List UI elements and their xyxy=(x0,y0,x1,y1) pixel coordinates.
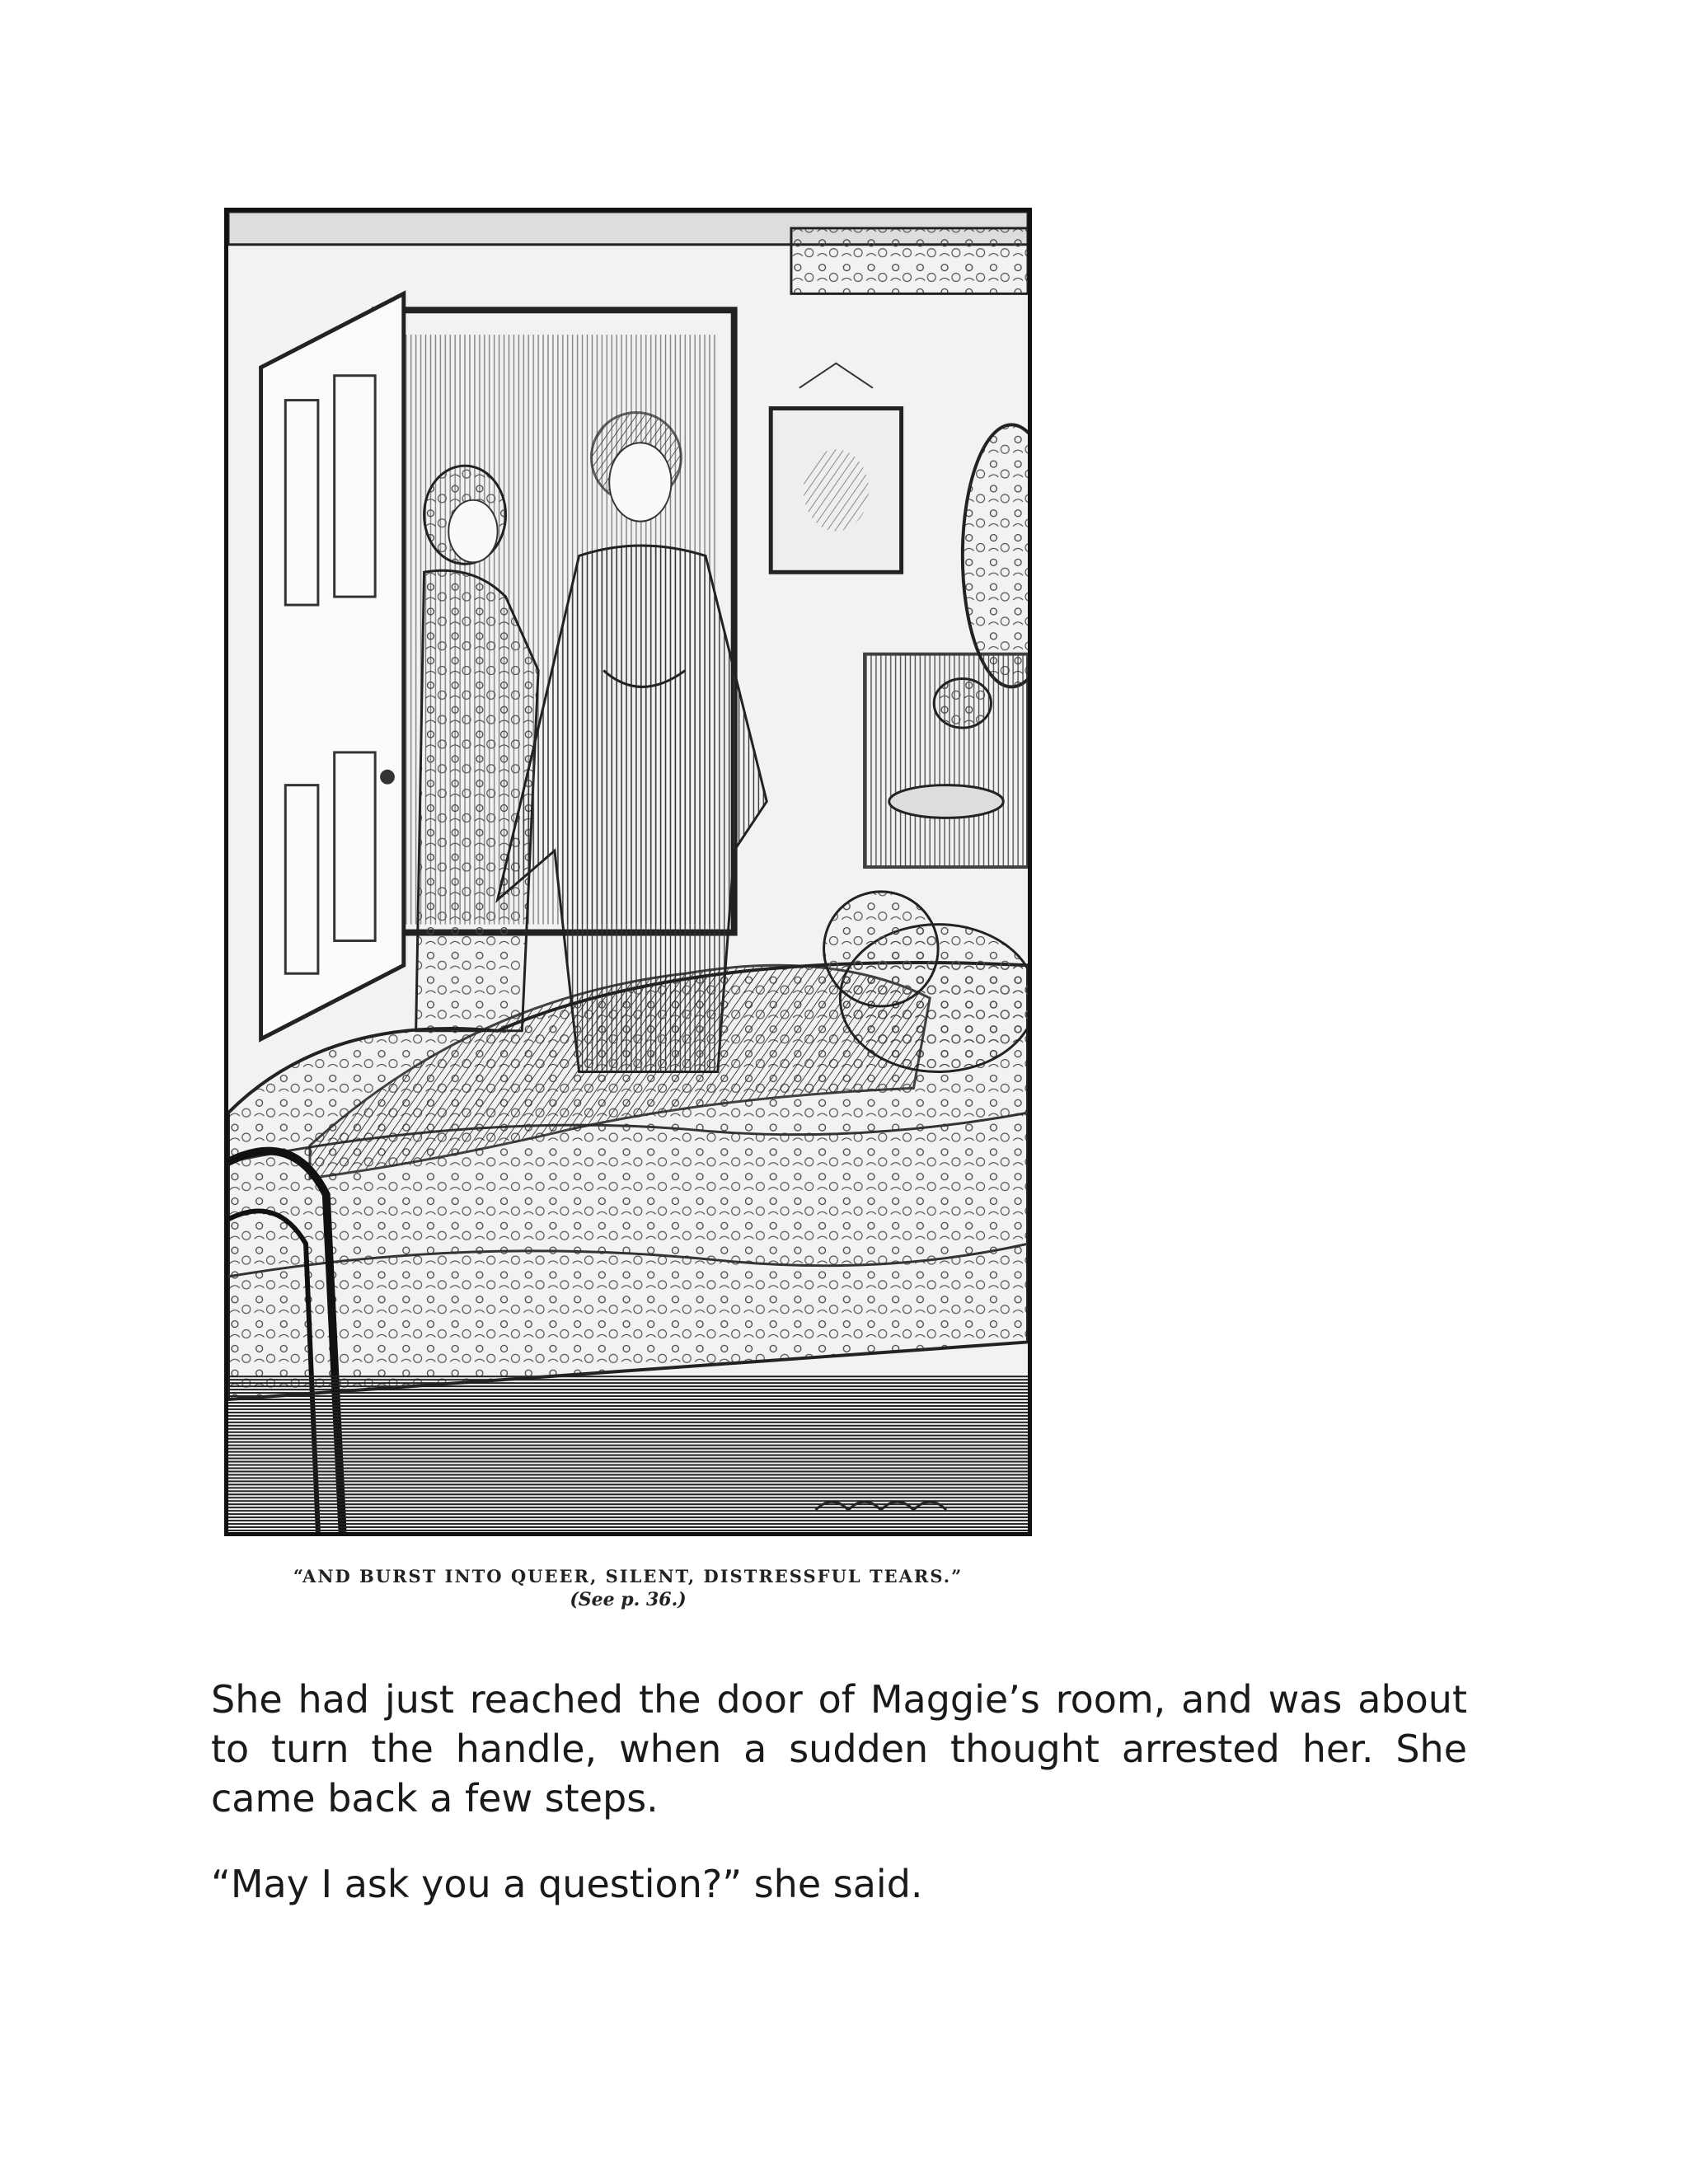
engraving-illustration xyxy=(224,208,1032,1536)
illustration-caption: “AND BURST INTO QUEER, SILENT, DISTRESSFUL TEARS.” xyxy=(293,1566,964,1586)
illustration-page-reference: (See p. 36.) xyxy=(570,1589,687,1610)
body-paragraph: She had just reached the door of Maggie’s room, and was about to turn the handle, when a sudden thought arrested her. She came back a few steps. xyxy=(211,1677,1467,1821)
body-paragraph: “May I ask you a question?” she said. xyxy=(211,1862,923,1906)
bedroom-scene-drawing xyxy=(228,212,1028,1532)
